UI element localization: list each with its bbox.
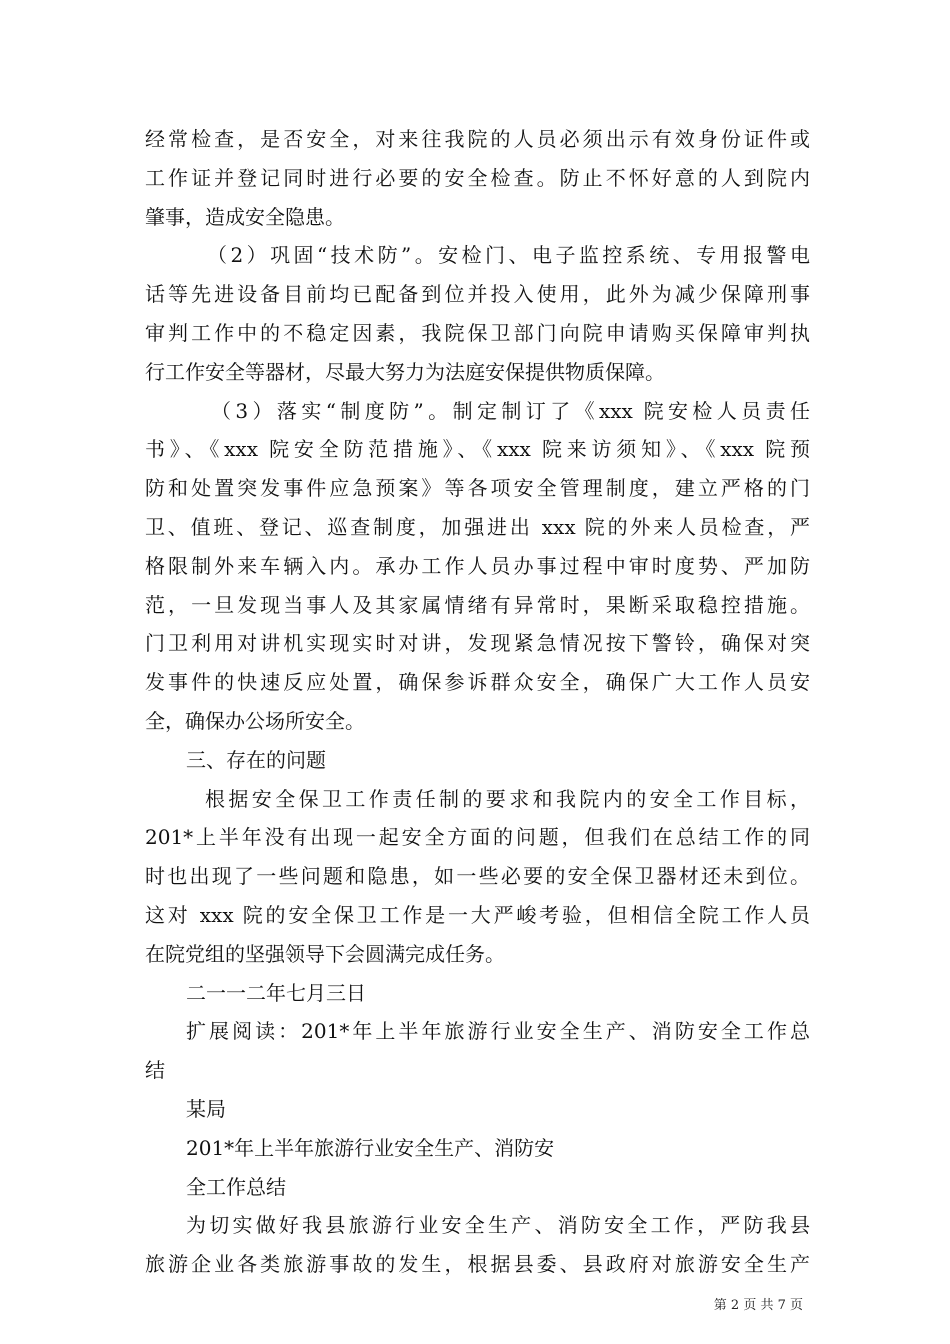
text-line: 防和处置突发事件应急预案》等各项安全管理制度，建立严格的门 — [145, 476, 810, 501]
extended-reading-title-cont: 结 — [145, 1058, 165, 1083]
text-line: 时也出现了一些问题和隐患，如一些必要的安全保卫器材还未到位。 — [145, 864, 810, 889]
subtitle-line-cont: 全工作总结 — [186, 1174, 286, 1199]
document-body — [145, 120, 810, 1284]
text-line: 卫、值班、登记、巡查制度，加强进出 xxx 院的外来人员检查，严 — [145, 514, 810, 539]
text-line: 门卫利用对讲机实现实时对讲，发现紧急情况按下警铃，确保对突 — [145, 631, 810, 656]
text-line: 旅游企业各类旅游事故的发生，根据县委、县政府对旅游安全生产 — [145, 1252, 810, 1277]
page-number: 第 2 页 共 7 页 — [713, 1298, 803, 1313]
text-line: 这对 xxx 院的安全保卫工作是一大严峻考验，但相信全院工作人员 — [145, 902, 810, 927]
text-line: 全，确保办公场所安全。 — [145, 708, 365, 733]
date-line: 二一一二年七月三日 — [186, 980, 366, 1005]
text-line: 行工作安全等器材，尽最大努力为法庭安保提供物质保障。 — [145, 359, 665, 384]
text-line: 201*上半年没有出现一起安全方面的问题，但我们在总结工作的同 — [145, 825, 810, 850]
text-line: 书》、《xxx 院安全防范措施》、《xxx 院来访须知》、《xxx 院预 — [145, 437, 810, 462]
extended-reading-title: 扩展阅读：201*年上半年旅游行业安全生产、消防安全工作总 — [186, 1019, 810, 1044]
text-line: 范，一旦发现当事人及其家属情绪有异常时，果断采取稳控措施。 — [145, 592, 810, 617]
text-line: （2）巩固“技术防”。安检门、电子监控系统、专用报警电 — [207, 243, 810, 268]
text-line: 格限制外来车辆入内。承办工作人员办事过程中审时度势、严加防 — [145, 553, 810, 578]
text-line: 在院党组的坚强领导下会圆满完成任务。 — [145, 941, 505, 966]
text-line: 话等先进设备目前均已配备到位并投入使用，此外为减少保障刑事 — [145, 282, 810, 307]
text-line: 根据安全保卫工作责任制的要求和我院内的安全工作目标， — [205, 786, 810, 811]
subtitle-line: 201*年上半年旅游行业安全生产、消防安 — [186, 1135, 555, 1160]
text-line: 发事件的快速反应处置，确保参诉群众安全，确保广大工作人员安 — [145, 670, 810, 695]
text-line: 肇事，造成安全隐患。 — [145, 204, 345, 229]
text-line: 审判工作中的不稳定因素，我院保卫部门向院申请购买保障审判执 — [145, 320, 810, 345]
section-heading: 三、存在的问题 — [186, 747, 326, 772]
text-line: 经常检查，是否安全，对来往我院的人员必须出示有效身份证件或 — [145, 127, 810, 151]
author-line: 某局 — [186, 1096, 226, 1121]
text-line: （3）落实“制度防”。制定制订了《xxx 院安检人员责任 — [211, 398, 810, 423]
text-line: 工作证并登记同时进行必要的安全检查。防止不怀好意的人到院内 — [145, 165, 810, 190]
text-line: 为切实做好我县旅游行业安全生产、消防安全工作，严防我县 — [186, 1213, 810, 1238]
